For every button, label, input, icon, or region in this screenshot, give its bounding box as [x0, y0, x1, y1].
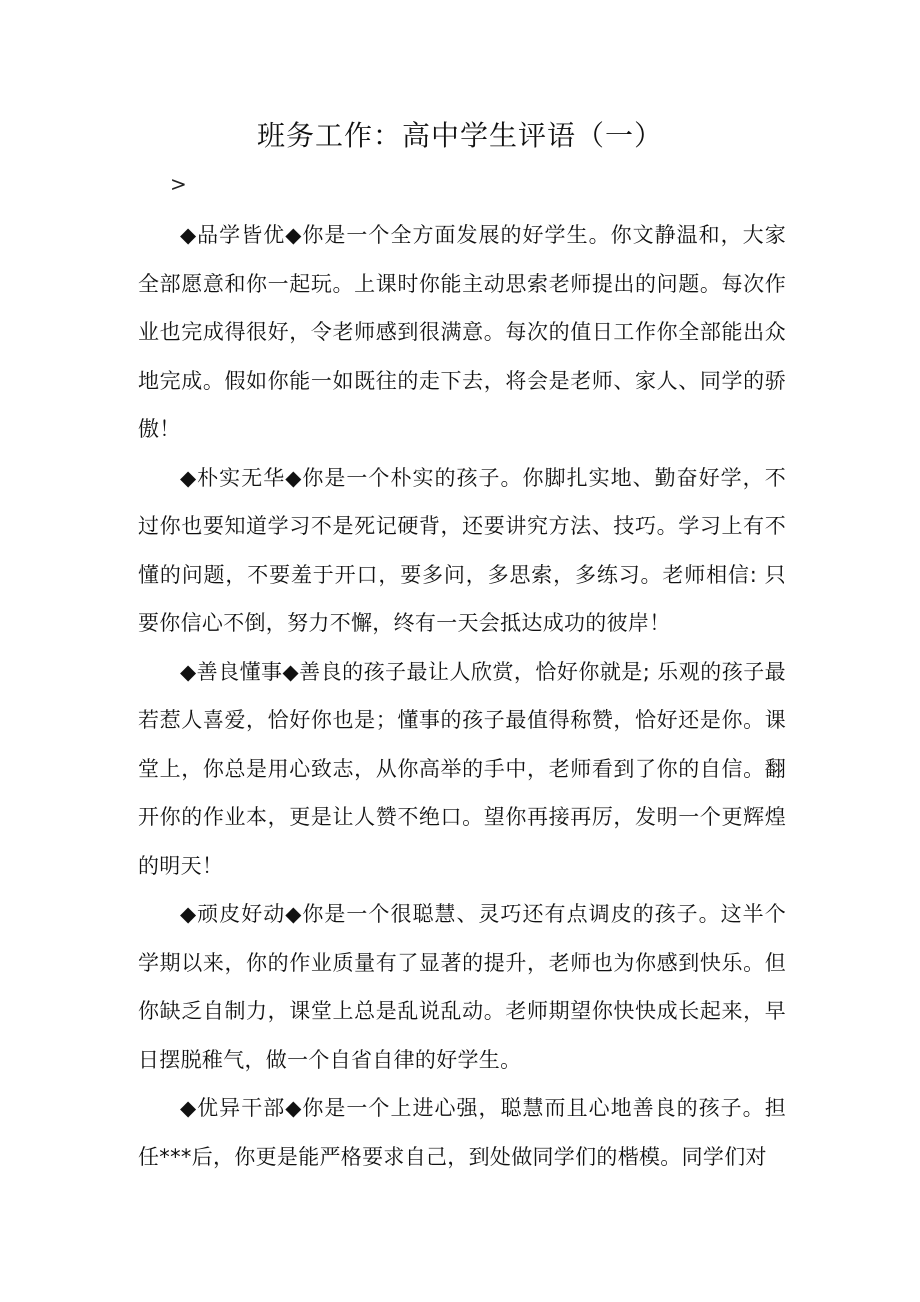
- paragraph-simple: ◆朴实无华◆你是一个朴实的孩子。你脚扎实地、勤奋好学，不过你也要知道学习不是死记硬背，还要讲究方法、技巧。学习上有不懂的问题，不要羞于开口，要多问，多思索，多练习。老师相信: 只要你信心不倒，努力不懈，终有一天会抵达成功的彼岸！: [138, 465, 786, 635]
- section-marker: >: [170, 172, 187, 196]
- paragraph-naughty: ◆顽皮好动◆你是一个很聪慧、灵巧还有点调皮的孩子。这半个学期以来，你的作业质量有了显著的提升，老师也为你感到快乐。但你缺乏自制力，课堂上总是乱说乱动。老师期望你快快成长起来，早日摆脱稚气，做一个自省自律的好学生。: [138, 902, 786, 1072]
- paragraph-leader: ◆优异干部◆你是一个上进心强，聪慧而且心地善良的孩子。担任***后，你更是能严格要求自己，到处做同学们的楷模。同学们对: [138, 1096, 786, 1169]
- document-body: [138, 211, 786, 1181]
- paragraph-kind: ◆善良懂事◆善良的孩子最让人欣赏，恰好你就是; 乐观的孩子最若惹人喜爱，恰好你也是；懂事的孩子最值得称赞，恰好还是你。课堂上，你总是用心致志，从你高举的手中，老师看到了你的自信。翻开你的作业本，更是让人赞不绝口。望你再接再厉，发明一个更辉煌的明天！: [138, 659, 786, 878]
- paragraph-excellent: ◆品学皆优◆你是一个全方面发展的好学生。你文静温和，大家全部愿意和你一起玩。上课时你能主动思索老师提出的问题。每次作业也完成得很好，令老师感到很满意。每次的值日工作你全部能出众地完成。假如你能一如既往的走下去，将会是老师、家人、同学的骄傲！: [138, 223, 786, 441]
- document-title: 班务工作：高中学生评语（一）: [256, 119, 663, 152]
